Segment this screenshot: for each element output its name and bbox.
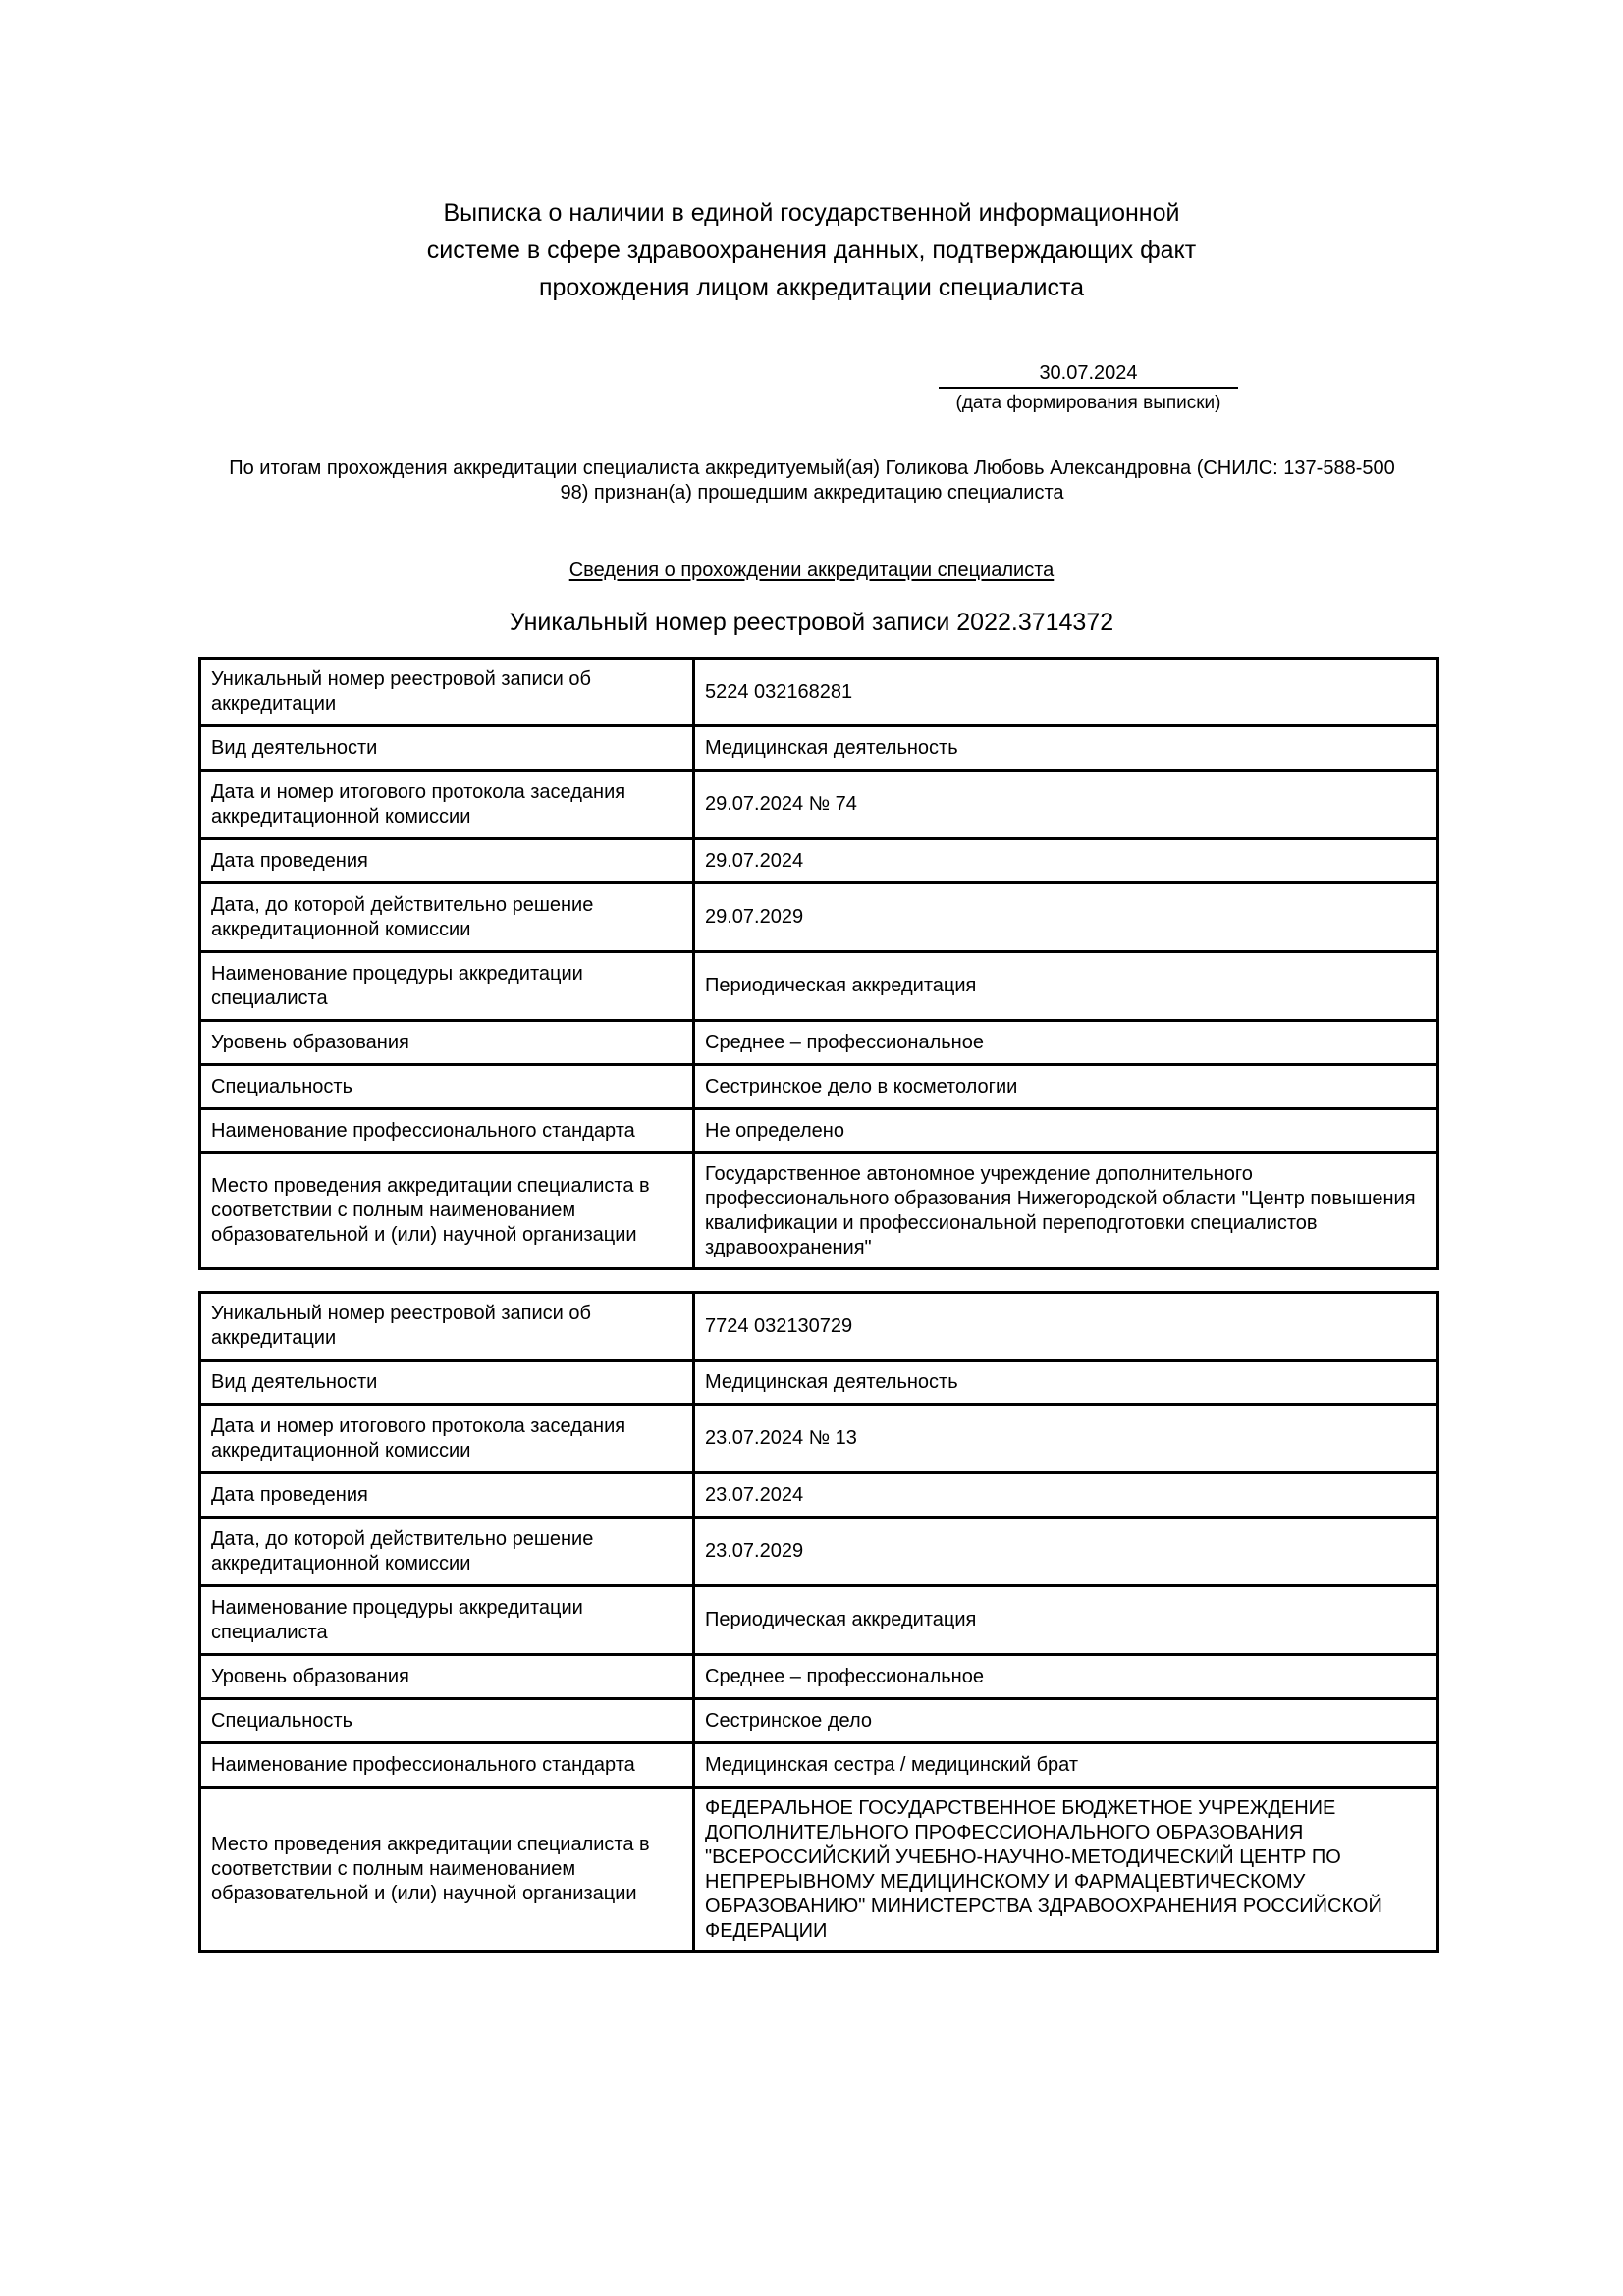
table-row [200,839,1438,883]
accreditation-record-table-1 [198,657,1439,1270]
table-row [200,1743,1438,1788]
row-label: Место проведения аккредитации специалиста в соответствии с полным наименованием образовательной и (или) научной организации [200,1153,694,1269]
title-line: Выписка о наличии в единой государственной информационной [443,199,1180,227]
row-label: Дата и номер итогового протокола заседания аккредитационной комиссии [200,1405,694,1473]
table-row [200,1655,1438,1699]
row-label: Уникальный номер реестровой записи об аккредитации [200,659,694,726]
row-value: Периодическая аккредитация [694,1586,1438,1655]
registry-number: Уникальный номер реестровой записи 2022.3714372 [509,609,1114,636]
document-title [295,194,1328,306]
intro-paragraph [192,456,1432,506]
row-label: Наименование профессионального стандарта [200,1743,694,1788]
row-label: Вид деятельности [200,726,694,771]
row-value: 5224 032168281 [694,659,1438,726]
row-label: Вид деятельности [200,1361,694,1405]
row-label: Уровень образования [200,1655,694,1699]
intro-line: По итогам прохождения аккредитации специалиста аккредитуемый(ая) Голикова Любовь Александровна (СНИЛС: 137-588-500 [229,457,1395,479]
row-label: Наименование процедуры аккредитации специалиста [200,1586,694,1655]
row-value: Медицинская деятельность [694,726,1438,771]
table-row [200,1788,1438,1952]
section-heading-text: Сведения о прохождении аккредитации специалиста [568,560,1055,581]
row-label: Дата проведения [200,839,694,883]
row-label: Специальность [200,1699,694,1743]
row-value: 29.07.2024 [694,839,1438,883]
row-label: Специальность [200,1065,694,1109]
table-row [200,1021,1438,1065]
row-label: Уровень образования [200,1021,694,1065]
table-row [200,1361,1438,1405]
row-value: Государственное автономное учреждение дополнительного профессионального образования Нижегородской области "Центр повышения квалификации и профессиональной переподготовки специалистов здравоохранения" [694,1153,1438,1269]
accreditation-record-table-2 [198,1291,1439,1953]
row-value: Среднее – профессиональное [694,1021,1438,1065]
row-label: Наименование процедуры аккредитации специалиста [200,952,694,1021]
row-label: Дата, до которой действительно решение аккредитационной комиссии [200,883,694,952]
section-heading [295,558,1328,583]
table-row [200,1586,1438,1655]
row-value: Медицинская сестра / медицинский брат [694,1743,1438,1788]
intro-line: 98) признан(а) прошедшим аккредитацию специалиста [560,482,1064,504]
table-row [200,1293,1438,1361]
row-label: Дата и номер итогового протокола заседания аккредитационной комиссии [200,771,694,839]
row-value: Медицинская деятельность [694,1361,1438,1405]
row-value: Сестринское дело в косметологии [694,1065,1438,1109]
row-label: Дата, до которой действительно решение аккредитационной комиссии [200,1518,694,1586]
row-value: 23.07.2024 [694,1473,1438,1518]
row-label: Наименование профессионального стандарта [200,1109,694,1153]
row-label: Дата проведения [200,1473,694,1518]
table-row [200,952,1438,1021]
table-row [200,1699,1438,1743]
row-value: 29.07.2029 [694,883,1438,952]
row-label: Уникальный номер реестровой записи об аккредитации [200,1293,694,1361]
row-value: Сестринское дело [694,1699,1438,1743]
table-row [200,1065,1438,1109]
issue-date: 30.07.2024 [939,360,1238,389]
issue-date-caption: (дата формирования выписки) [955,393,1221,413]
table-row [200,1518,1438,1586]
row-value: 23.07.2029 [694,1518,1438,1586]
table-row [200,659,1438,726]
issue-date-block [939,360,1238,416]
row-value: Не определено [694,1109,1438,1153]
table-row [200,1153,1438,1269]
table-row [200,883,1438,952]
title-line: системе в сфере здравоохранения данных, подтверждающих факт [426,237,1197,264]
title-line: прохождения лицом аккредитации специалиста [538,274,1085,301]
row-value: 23.07.2024 № 13 [694,1405,1438,1473]
table-row [200,1473,1438,1518]
table-row [200,726,1438,771]
table-row [200,771,1438,839]
row-value: ФЕДЕРАЛЬНОЕ ГОСУДАРСТВЕННОЕ БЮДЖЕТНОЕ УЧРЕЖДЕНИЕ ДОПОЛНИТЕЛЬНОГО ПРОФЕССИОНАЛЬНОГО ОБРАЗОВАНИЯ "ВСЕРОССИЙСКИЙ УЧЕБНО-НАУЧНО-МЕТОДИЧЕСКИЙ ЦЕНТР ПО НЕПРЕРЫВНОМУ МЕДИЦИНСКОМУ И ФАРМАЦЕВТИЧЕСКОМУ ОБРАЗОВАНИЮ" МИНИСТЕРСТВА ЗДРАВООХРАНЕНИЯ РОССИЙСКОЙ ФЕДЕРАЦИИ [694,1788,1438,1952]
table-row [200,1405,1438,1473]
table-row [200,1109,1438,1153]
row-value: Периодическая аккредитация [694,952,1438,1021]
row-value: 29.07.2024 № 74 [694,771,1438,839]
row-label: Место проведения аккредитации специалиста в соответствии с полным наименованием образовательной и (или) научной организации [200,1788,694,1952]
row-value: Среднее – профессиональное [694,1655,1438,1699]
row-value: 7724 032130729 [694,1293,1438,1361]
